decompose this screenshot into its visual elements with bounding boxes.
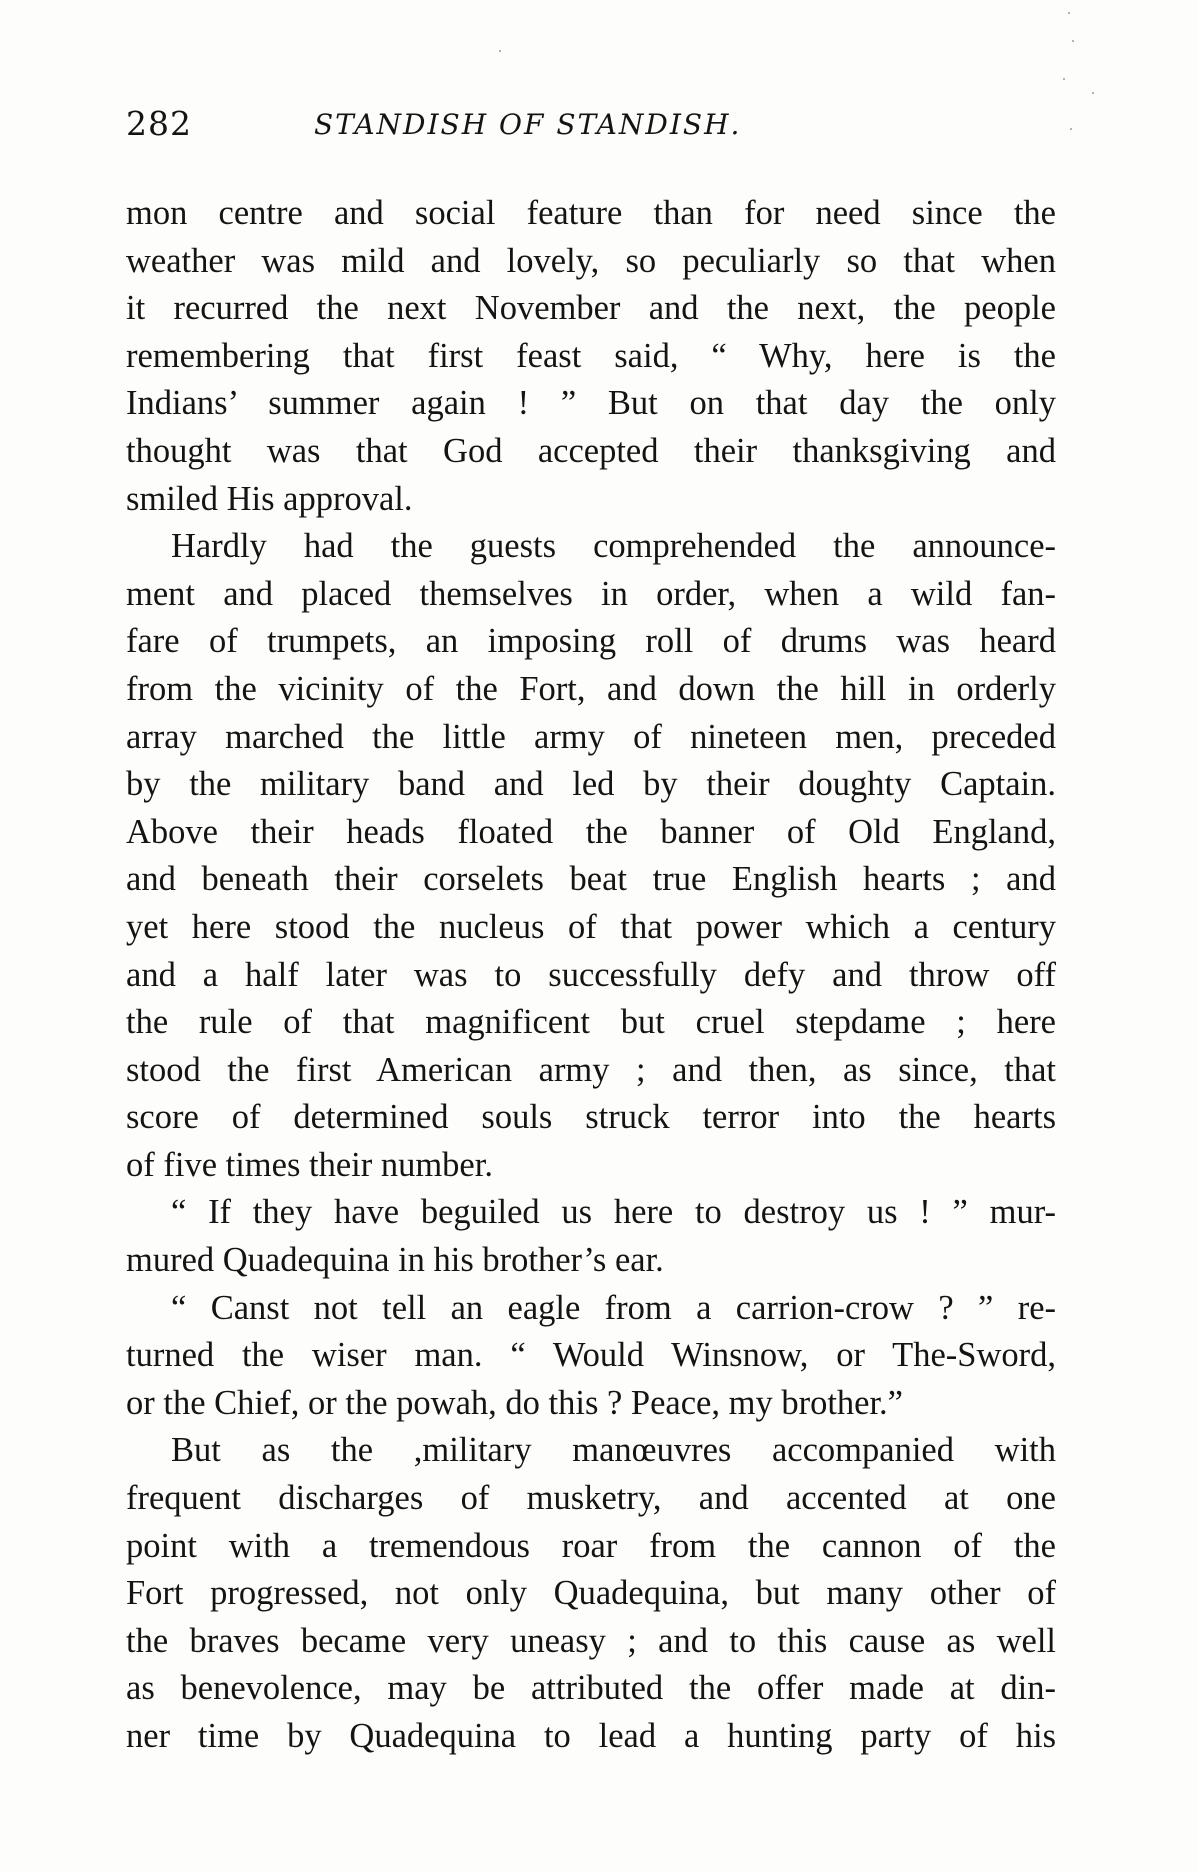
scan-speck xyxy=(499,50,501,52)
text-line: the rule of that magnificent but cruel stepdame ; here xyxy=(126,1003,1056,1042)
text-line: of five times their number. xyxy=(126,1145,493,1184)
text-line: yet here stood the nucleus of that power which a century xyxy=(126,907,1056,946)
text-line: frequent discharges of musketry, and accented at one xyxy=(126,1479,1056,1518)
text-line: by the military band and led by their doughty Captain. xyxy=(126,765,1056,804)
text-line: weather was mild and lovely, so peculiarly so that when xyxy=(126,241,1056,280)
text-line: fare of trumpets, an imposing roll of drums was heard xyxy=(126,622,1056,661)
text-line: thought was that God accepted their thanksgiving and xyxy=(126,431,1056,470)
text-line: and beneath their corselets beat true English hearts ; and xyxy=(126,860,1056,899)
running-head xyxy=(126,104,1056,160)
text-line: remembering that first feast said, “ Why, here is the xyxy=(126,336,1056,375)
text-line: Above their heads floated the banner of Old England, xyxy=(126,812,1056,851)
text-line: Fort progressed, not only Quadequina, but many other of xyxy=(126,1574,1056,1613)
text-line: smiled His approval. xyxy=(126,479,413,518)
text-line: point with a tremendous roar from the cannon of the xyxy=(126,1526,1056,1565)
text-line: “ If they have beguiled us here to destroy us ! ” mur- xyxy=(171,1193,1056,1232)
text-line: array marched the little army of nineteen men, preceded xyxy=(126,717,1056,756)
text-line: and a half later was to successfully defy and throw off xyxy=(126,955,1056,994)
text-line: ner time by Quadequina to lead a hunting party of his xyxy=(126,1717,1056,1755)
text-line: turned the wiser man. “ Would Winsnow, or The-Sword, xyxy=(126,1336,1056,1375)
text-line: from the vicinity of the Fort, and down the hill in orderly xyxy=(126,669,1056,708)
text-line: But as the ,military manœuvres accompanied with xyxy=(171,1431,1056,1470)
text-line: Indians’ summer again ! ” But on that day the only xyxy=(126,384,1056,423)
scan-speck xyxy=(1068,12,1070,14)
text-line: the braves became very uneasy ; and to this cause as well xyxy=(126,1621,1056,1660)
text-line: as benevolence, may be attributed the offer made at din- xyxy=(126,1669,1056,1708)
text-line: it recurred the next November and the next, the people xyxy=(126,289,1056,328)
text-line: mon centre and social feature than for need since the xyxy=(126,194,1056,232)
scan-speck xyxy=(1092,92,1094,94)
page-number: 282 xyxy=(126,104,192,143)
text-line: or the Chief, or the powah, do this ? Peace, my brother.” xyxy=(126,1383,903,1422)
scan-speck xyxy=(1070,128,1072,130)
text-line: mured Quadequina in his brother’s ear. xyxy=(126,1241,664,1280)
text-line: score of determined souls struck terror into the hearts xyxy=(126,1098,1056,1137)
text-line: “ Canst not tell an eagle from a carrion-crow ? ” re- xyxy=(171,1288,1056,1327)
scan-speck xyxy=(1072,40,1074,42)
body-text xyxy=(126,190,1056,1761)
text-line: stood the first American army ; and then, as since, that xyxy=(126,1050,1056,1089)
text-line: Hardly had the guests comprehended the announce- xyxy=(171,527,1056,566)
scan-speck xyxy=(1063,78,1065,80)
text-line: ment and placed themselves in order, when a wild fan- xyxy=(126,574,1056,613)
running-title: STANDISH OF STANDISH. xyxy=(314,108,742,141)
